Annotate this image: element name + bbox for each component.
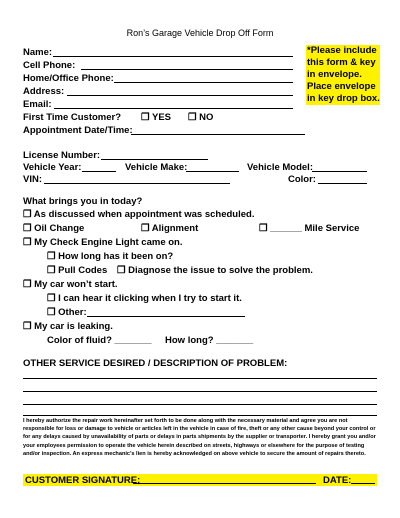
color-field[interactable]: [318, 183, 367, 184]
diagnose-checkbox[interactable]: ❒ Diagnose the issue to solve the problem.: [117, 265, 313, 276]
license-number-field[interactable]: [101, 159, 208, 160]
address-label: Address:: [23, 86, 65, 97]
oil-change-checkbox[interactable]: ❒ Oil Change: [23, 223, 85, 234]
date-label: DATE:: [323, 474, 352, 486]
appointment-label: Appointment Date/Time:: [23, 125, 133, 136]
note-line: Place envelope: [307, 81, 376, 92]
leaking-checkbox[interactable]: ❒ My car is leaking.: [23, 321, 113, 332]
envelope-note: [306, 45, 380, 105]
pull-codes-checkbox[interactable]: ❒ Pull Codes: [47, 265, 108, 276]
first-time-customer-label: First Time Customer?: [23, 112, 122, 123]
form-title: Ron’s Garage Vehicle Drop Off Form: [126, 28, 274, 38]
signature-field[interactable]: [133, 483, 316, 484]
description-line[interactable]: [23, 378, 377, 379]
email-field[interactable]: [54, 108, 293, 109]
note-line: in key drop box.: [307, 93, 380, 104]
vehicle-make-label: Vehicle Make:: [125, 162, 188, 173]
vehicle-year-field[interactable]: [82, 171, 116, 172]
how-long-on-checkbox[interactable]: ❒ How long has it been on?: [47, 251, 174, 262]
cell-phone-label: Cell Phone:: [23, 60, 76, 71]
home-office-phone-field[interactable]: [114, 82, 293, 83]
other-checkbox[interactable]: ❒ Other:: [47, 307, 87, 318]
wont-start-checkbox[interactable]: ❒ My car won’t start.: [23, 279, 118, 290]
name-field[interactable]: [53, 56, 293, 57]
other-field[interactable]: [87, 316, 245, 317]
fluid-color-field[interactable]: Color of fluid? _______: [47, 335, 152, 346]
leak-duration-field[interactable]: How long? _______: [165, 335, 254, 346]
home-office-phone-label: Home/Office Phone:: [23, 73, 114, 84]
check-engine-checkbox[interactable]: ❒ My Check Engine Light came on.: [23, 237, 183, 248]
signature-bar: [23, 474, 377, 486]
cell-phone-field[interactable]: [81, 69, 293, 70]
authorization-text: I hereby authorize the repair work hereinafter set forth to be done along with the necessary material and agree you are not responsible for loss or damage to vehicle or articles left in the vehicle in case of fire, theft or any other cause beyond your control or for any delays caused by unavailability of parts or delays in parts shipments by the supplier or transporter. I hereby grant you and/or your employees permission to operate the vehicle herein described on streets, highways or elsewhere for the purpose of testing and/or inspection. An express mechanic’s lien is hereby acknowledged on above vehicle to secure the amount of repairs thereto.: [23, 418, 376, 457]
description-line[interactable]: [23, 391, 377, 392]
other-service-heading: OTHER SERVICE DESIRED / DESCRIPTION OF PROBLEM:: [23, 358, 288, 369]
vin-field[interactable]: [44, 183, 230, 184]
vehicle-year-label: Vehicle Year:: [23, 162, 82, 173]
appointment-field[interactable]: [131, 134, 305, 135]
date-field[interactable]: [351, 483, 375, 484]
email-label: Email:: [23, 99, 52, 110]
mile-service-checkbox[interactable]: ❒ ______ Mile Service: [259, 223, 360, 234]
note-line: this form & key: [307, 57, 376, 68]
color-label: Color:: [288, 174, 316, 185]
vin-label: VIN:: [23, 174, 42, 185]
vehicle-model-field[interactable]: [312, 171, 367, 172]
first-time-no-checkbox[interactable]: ❒ NO: [188, 112, 214, 123]
address-field[interactable]: [67, 95, 293, 96]
signature-label: CUSTOMER SIGNATURE:: [25, 474, 141, 486]
first-time-yes-checkbox[interactable]: ❒ YES: [141, 112, 171, 123]
description-line[interactable]: [23, 404, 377, 405]
name-label: Name:: [23, 47, 53, 58]
description-line[interactable]: [23, 415, 377, 416]
vehicle-model-label: Vehicle Model:: [247, 162, 313, 173]
reason-question: What brings you in today?: [23, 196, 143, 207]
as-discussed-checkbox[interactable]: ❒ As discussed when appointment was scheduled.: [23, 209, 255, 220]
vehicle-make-field[interactable]: [186, 171, 239, 172]
clicking-checkbox[interactable]: ❒ I can hear it clicking when I try to start it.: [47, 293, 242, 304]
license-number-label: License Number:: [23, 150, 101, 161]
note-line: in envelope.: [307, 69, 362, 80]
alignment-checkbox[interactable]: ❒ Alignment: [141, 223, 199, 234]
note-line: *Please include: [307, 45, 377, 56]
